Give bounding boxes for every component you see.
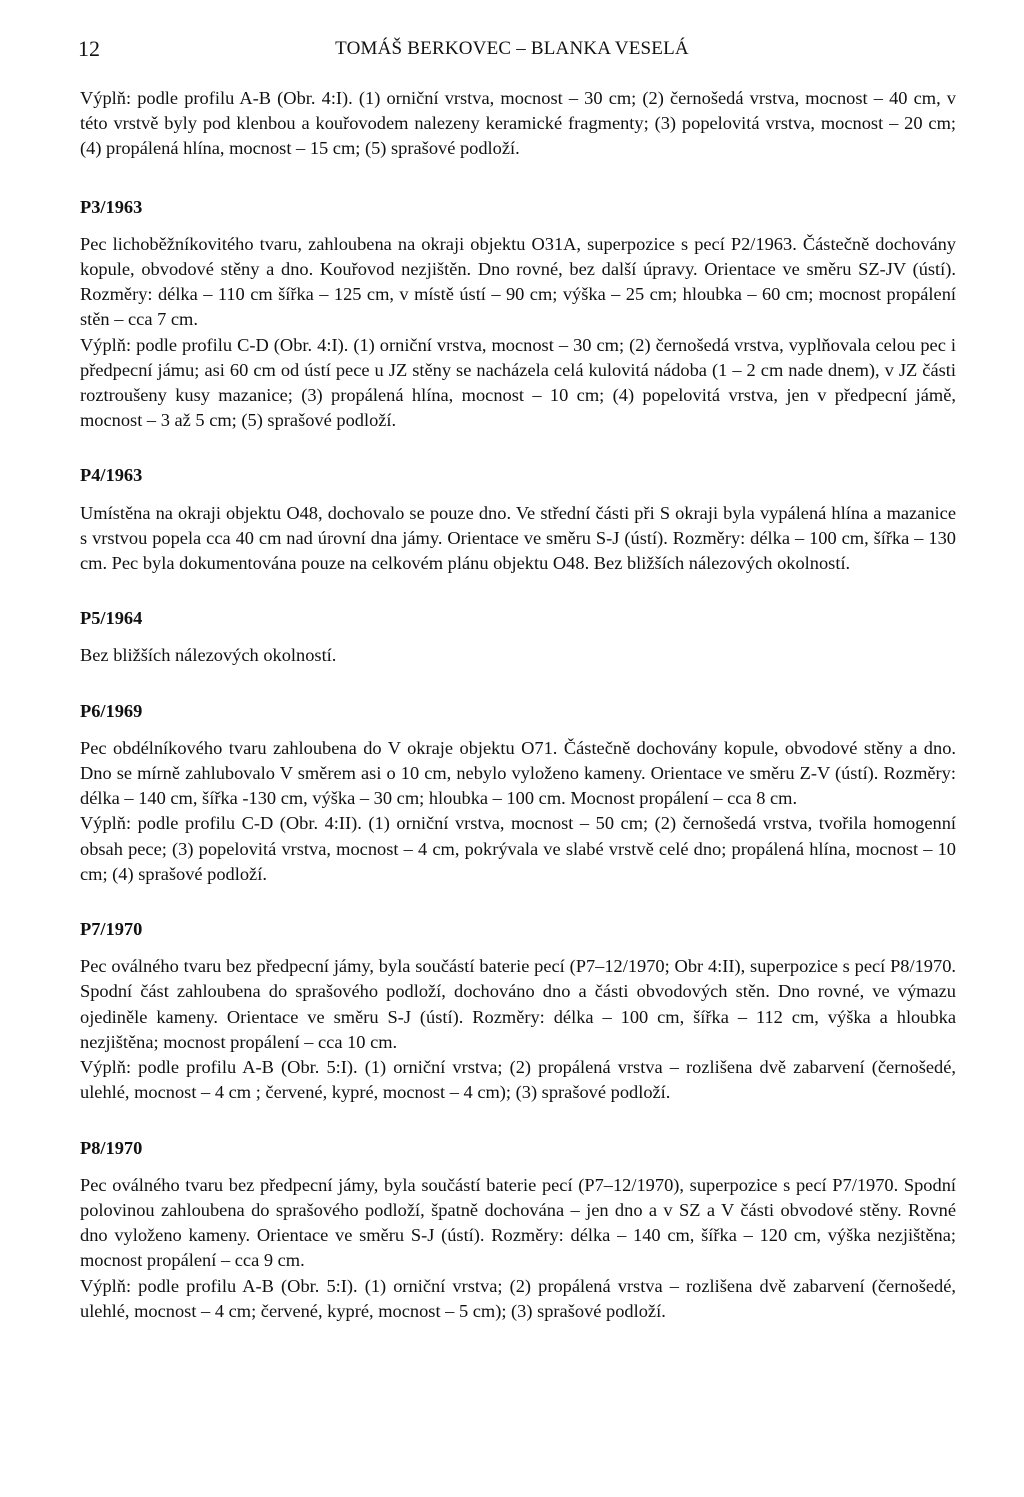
- section-fill: Výplň: podle profilu C-D (Obr. 4:I). (1) orniční vrstva, mocnost – 30 cm; (2) černošedá vrstva, vyplňovala celou pec i předpecní jámu; asi 60 cm od ústí pece u JZ stěny se nacházela celá kulovitá nádoba (1 – 2 cm nade dnem), v JZ části roztroušeny kusy mazanice; (3) propálená hlína, mocnost – 10 cm; (4) popelovitá vrstva, jen v předpecní jámě, mocnost – 3 až 5 cm; (5) sprašové podloží.: [80, 334, 956, 431]
- section-heading: P7/1970: [80, 919, 143, 940]
- intro-paragraph: Výplň: podle profilu A-B (Obr. 4:I). (1) orniční vrstva, mocnost – 30 cm; (2) černošedá vrstva, mocnost – 40 cm, v této vrstvě byly pod klenbou a kouřovodem nalezeny keramické fragmenty; (3) popelovitá vrstva, mocnost – 20 cm; (4) propálená hlína, mocnost – 15 cm; (5) sprašové podloží.: [80, 88, 956, 159]
- section-fill: Výplň: podle profilu C-D (Obr. 4:II). (1) orniční vrstva, mocnost – 50 cm; (2) černošedá vrstva, tvořila homogenní obsah pece; (3) popelovitá vrstva, mocnost – 4 cm, pokrývala ve slabé vrstvě celé dno; propálená hlína, mocnost – 10 cm; (4) sprašové podloží.: [80, 813, 956, 884]
- section-p3-1963: [80, 195, 956, 434]
- section-description: Umístěna na okraji objektu O48, dochovalo se pouze dno. Ve střední části při S okraji byla vypálená hlína a mazanice s vrstvou popela cca 40 cm nad úrovní dna jámy. Orientace ve směru S-J (ústí). Rozměry: délka – 100 cm, šířka – 130 cm. Pec byla dokumentována pouze na celkovém plánu objektu O48. Bez bližších nálezových okolností.: [80, 502, 956, 574]
- body-text: [80, 86, 956, 1324]
- section-description: Pec oválného tvaru bez předpecní jámy, byla součástí baterie pecí (P7–12/1970; Obr 4:II), superpozice s pecí P8/1970. Spodní část zahloubena do sprašového podloží, dochováno dno a části obvodových stěn. Dno rovné, ve výmazu ojediněle kameny. Orientace ve směru S-J (ústí). Rozměry: délka – 100 cm, šířka – 112 cm, výška a hloubka nezjištěna; mocnost propálení – cca 10 cm.: [80, 956, 956, 1052]
- section-description: Bez bližších nálezových okolností.: [80, 645, 337, 666]
- section-p4-1963: [80, 463, 956, 576]
- section-p6-1969: [80, 699, 956, 887]
- section-heading: P6/1969: [80, 700, 143, 721]
- section-heading: P4/1963: [80, 465, 143, 486]
- section-description: Pec oválného tvaru bez předpecní jámy, byla součástí baterie pecí (P7–12/1970), superpozice s pecí P7/1970. Spodní polovinou zahloubena do sprašového podloží, špatně dochována – jen dno a v SZ a V části obvodové stěny. Rovné dno vyloženo kameny. Orientace ve směru S-J (ústí). Rozměry: délka – 140 cm, šířka – 120 cm, výška nezjištěna; mocnost propálení – cca 9 cm.: [80, 1174, 956, 1271]
- section-p8-1970: [80, 1136, 956, 1324]
- section-p5-1964: [80, 606, 956, 668]
- section-description: Pec lichoběžníkovitého tvaru, zahloubena na okraji objektu O31A, superpozice s pecí P2/1963. Částečně dochovány kopule, obvodové stěny a dno. Kouřovod nezjištěn. Dno rovné, bez další úpravy. Orientace ve směru SZ-JV (ústí). Rozměry: délka – 110 cm šířka – 125 cm, v místě ústí – 90 cm; výška – 25 cm; hloubka – 60 cm; mocnost propálení stěn – cca 7 cm.: [80, 233, 956, 330]
- running-head: TOMÁŠ BERKOVEC – BLANKA VESELÁ: [335, 38, 689, 59]
- section-p7-1970: [80, 917, 956, 1105]
- page-number: 12: [78, 36, 100, 61]
- section-heading: P3/1963: [80, 196, 143, 217]
- section-description: Pec obdélníkového tvaru zahloubena do V okraje objektu O71. Částečně dochovány kopule, obvodové stěny a dno. Dno se mírně zahlubovalo V směrem asi o 10 cm, nebylo vyloženo kameny. Orientace ve směru Z-V (ústí). Rozměry: délka – 140 cm, šířka -130 cm, výška – 30 cm; hloubka – 100 cm. Mocnost propálení – cca 8 cm.: [80, 737, 956, 809]
- section-heading: P8/1970: [80, 1137, 143, 1158]
- section-fill: Výplň: podle profilu A-B (Obr. 5:I). (1) orniční vrstva; (2) propálená vrstva – rozlišena dvě zabarvení (černošedé, ulehlé, mocnost – 4 cm; červené, kypré, mocnost – 5 cm); (3) sprašové podloží.: [80, 1275, 956, 1321]
- section-heading: P5/1964: [80, 608, 143, 629]
- section-fill: Výplň: podle profilu A-B (Obr. 5:I). (1) orniční vrstva; (2) propálená vrstva – rozlišena dvě zabarvení (černošedé, ulehlé, mocnost – 4 cm ; červené, kypré, mocnost – 4 cm); (3) sprašové podloží.: [80, 1057, 956, 1103]
